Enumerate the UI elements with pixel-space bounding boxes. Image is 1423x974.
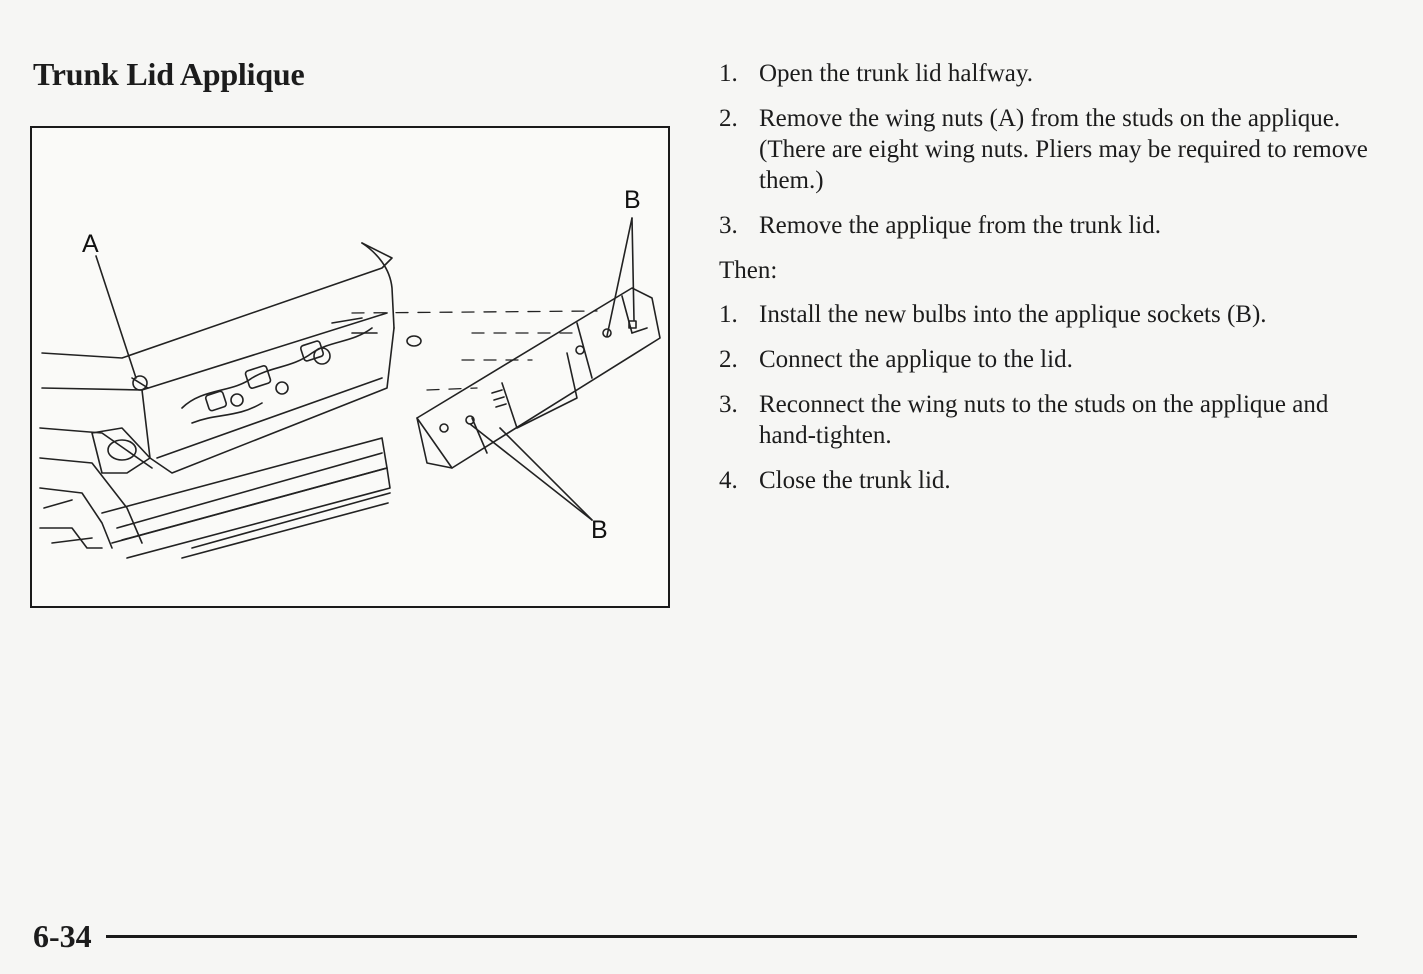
trunk-applique-diagram	[32, 128, 668, 606]
install-step	[719, 299, 1379, 330]
applique-panel	[417, 288, 660, 468]
step-text: Reconnect the wing nuts to the studs on the applique and hand-tighten.	[759, 391, 1329, 449]
callout-a-leader	[96, 256, 136, 378]
install-steps	[719, 299, 1379, 496]
step-number: 4.	[719, 467, 738, 494]
step-text: Remove the wing nuts (A) from the studs on the applique. (There are eight wing nuts. Pliers may be required to remove them.)	[759, 105, 1368, 194]
step-text: Connect the applique to the lid.	[759, 346, 1073, 373]
step-text: Install the new bulbs into the applique sockets (B).	[759, 301, 1267, 328]
instructions	[719, 58, 1379, 510]
page-number: 6-34	[33, 918, 92, 954]
removal-step	[719, 103, 1379, 196]
install-step	[719, 465, 1379, 496]
callout-a: A	[82, 230, 99, 258]
removal-step	[719, 58, 1379, 89]
removal-step	[719, 210, 1379, 241]
step-text: Open the trunk lid halfway.	[759, 60, 1033, 87]
step-number: 2.	[719, 346, 738, 373]
then-label: Then:	[719, 257, 778, 284]
socket	[440, 424, 448, 432]
trunk-lid-edge	[42, 243, 392, 358]
install-step	[719, 344, 1379, 375]
callout-b-top: B	[624, 186, 641, 214]
step-text: Remove the applique from the trunk lid.	[759, 212, 1161, 239]
step-number: 1.	[719, 60, 738, 87]
callout-b-bottom-leader	[470, 424, 592, 520]
step-number: 1.	[719, 301, 738, 328]
section-title: Trunk Lid Applique	[33, 56, 305, 92]
removal-steps	[719, 58, 1379, 241]
install-step	[719, 389, 1379, 451]
footer-rule	[106, 935, 1357, 938]
applique-illustration	[30, 126, 670, 608]
step-text: Close the trunk lid.	[759, 467, 951, 494]
step-number: 3.	[719, 391, 738, 418]
callout-b-bottom: B	[591, 516, 608, 544]
step-number: 2.	[719, 105, 738, 132]
step-number: 3.	[719, 212, 738, 239]
